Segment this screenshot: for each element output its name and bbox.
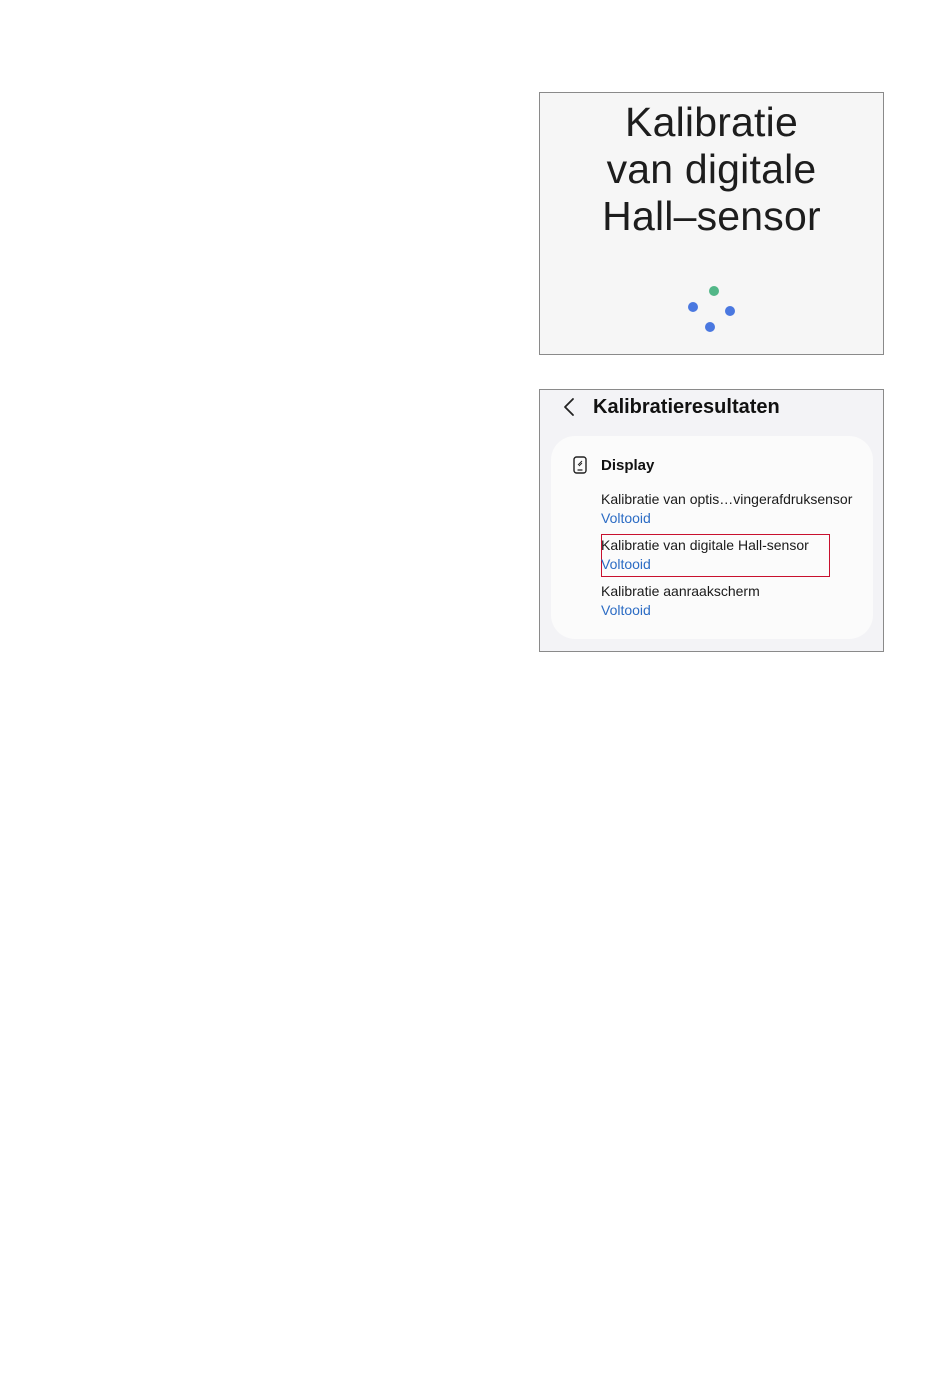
section-title: Display [601,457,655,474]
progress-title-line-2: van digitale [606,146,817,192]
loading-spinner-icon [540,93,883,354]
page-title: Kalibratieresultaten [593,396,780,418]
item-label: Kalibratie van optis…vingerafdruksensor [601,491,853,507]
phone-display-icon [573,456,587,474]
item-label: Kalibratie aanraakscherm [601,583,760,599]
chevron-left-icon[interactable] [560,396,578,418]
list-item[interactable] [601,582,869,620]
loader-dot-blue-left [688,302,698,312]
item-status: Voltooid [601,556,651,572]
loader-dot-blue-right [725,306,735,316]
progress-title-line-3: Hall–sensor [602,193,821,239]
calibration-results-screen [539,389,884,652]
progress-title-line-1: Kalibratie [625,99,798,145]
item-status: Voltooid [601,602,651,618]
item-status: Voltooid [601,510,651,526]
list-item[interactable] [601,490,869,528]
item-label: Kalibratie van digitale Hall-sensor [601,537,809,553]
display-section-card [551,436,873,639]
calibration-progress-screen [539,92,884,355]
list-item-hall-sensor[interactable] [601,536,869,574]
loader-dot-green [709,286,719,296]
loader-dot-blue-bottom [705,322,715,332]
results-header [540,390,883,430]
